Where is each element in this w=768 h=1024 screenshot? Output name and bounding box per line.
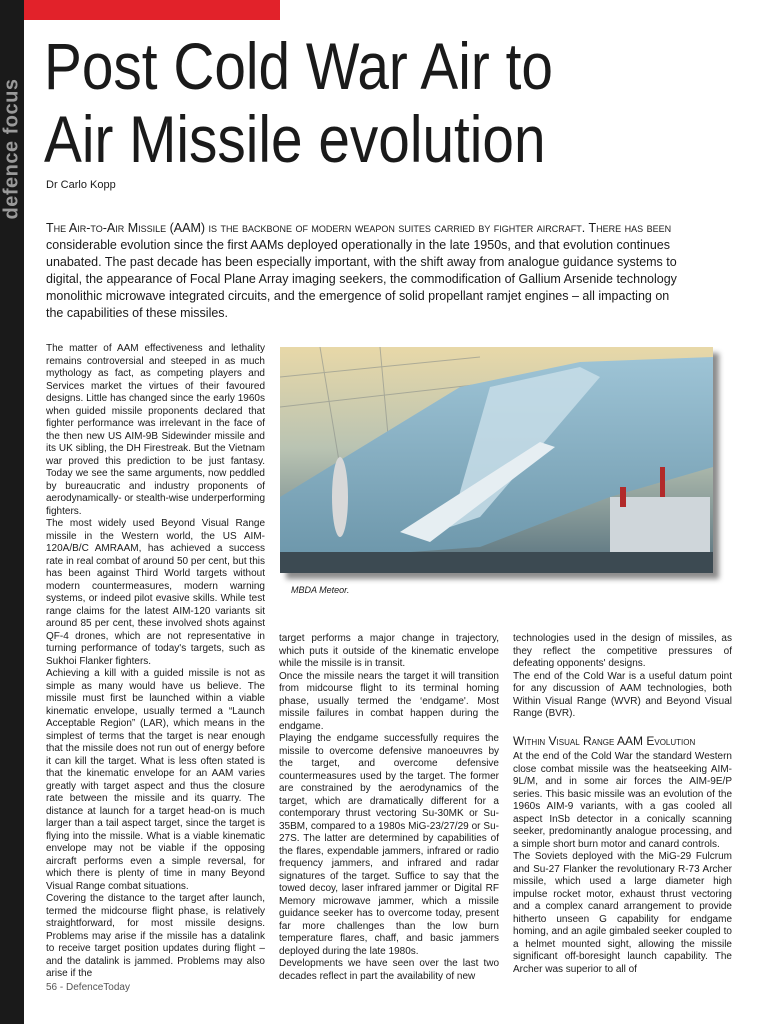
accent-bar <box>24 0 280 20</box>
intro-paragraph <box>46 220 678 322</box>
paragraph: The Soviets deployed with the MiG-29 Fulcrum and Su-27 Flanker the revolutionary R-73 Archer missile, which used a large diameter high impulse rocket motor, exhaust thrust vectoring and a complex canard arrangement to provide hitherto unseen G capability for endgame homing, and an agile gimbaled seeker coupled to a helmet mounted sight, allowing the missile significant off-boresight launch capability. The Archer was superior to all of <box>513 851 732 975</box>
paragraph: The end of the Cold War is a useful datum point for any discussion of AAM technologies, both Within Visual Range (WVR) and Beyond Visual Range (BVR). <box>513 670 732 719</box>
paragraph: The most widely used Beyond Visual Range missile in the Western world, the US AIM-120A/B/C AMRAAM, has achieved a success rate in real combat of around 50 per cent, but this has been against Third World targets without modern countermeasures, modern warning systems, or indeed pilot evasive skills. While test range claims for the latest AIM-120 variants sit around 85 per cent, these involved shots against QF-4 drones, which are not representative in turning performance of today's targets, such as Sukhoi Flanker fighters. <box>46 518 265 667</box>
page-title <box>44 30 646 176</box>
section-label: defence focus <box>0 78 23 220</box>
photo-illustration <box>280 347 713 573</box>
article-column-3 <box>513 633 732 973</box>
intro-lead: The Air-to-Air Missile (AAM) is the backbone of modern weapon suites carried by fighter aircraft. There has been <box>46 221 672 235</box>
article-column-1 <box>46 343 265 979</box>
paragraph: target performs a major change in trajectory, which puts it outside of the kinematic envelope while the missile is in transit. <box>279 633 499 669</box>
paragraph: Developments we have seen over the last two decades reflect in part the availability of new <box>279 958 499 982</box>
paragraph: Playing the endgame successfully requires the missile to overcome defensive manoeuvres by the target, and overcome defensive countermeasures used by the target. The former are constrained by the aerodynamics of the target, which are dramatically different for a contemporary thrust vectoring Su-30MK or Su-35BM, compared to a 1980s MiG-23/27/29 or Su-27S. The latter are determined by capabilities of the flares, expendable jammers, infrared or radio frequency jammers, and infrared and radar signatures of the target. Suffice to say that the towed decoy, laser infrared jammer or Digital RF Memory microwave jammer, which a missile guidance seeker has to overcome today, present far more challenges than the low burn temperature flares, chaff, and basic jammers deployed during the late 1980s. <box>279 733 499 957</box>
paragraph: Covering the distance to the target after launch, termed the midcourse flight phase, is relatively straightforward, for most missile designs. Problems may arise if the missile has a datalink to receive target position updates during flight – and the datalink is jammed. Problems may also arise if the <box>46 893 265 979</box>
section-subheading: Within Visual Range AAM Evolution <box>513 733 696 748</box>
sidebar-strip <box>0 0 24 1024</box>
paragraph: The matter of AAM effectiveness and lethality remains controversial and steeped in as much mythology as fact, as competing players and Services market the virtues of their favoured designs. Little has changed since the early 1960s when guided missile proponents declared that fighter performance was irrelevant in the face of the then new US AIM-9B Sidewinder missile and its UK sibling, the DH Firestreak. But the Vietnam war proved this prediction to be just fantasy. Today we see the same arguments, now peddled by bureaucratic and industry proponents of aerodynamically- or stealth-wise underperforming fighters. <box>46 343 265 517</box>
intro-body: considerable evolution since the first AAMs deployed operationally in the late 1950s, and that evolution continues unabated. The past decade has been especially important, with the shift away from analogue guidance systems to digital, the appearance of Focal Plane Array imaging seekers, the commodification of Gallium Arsenide technology monolithic microwave integrated circuits, and the emergence of solid propellant ramjet engines – all impacting on the capabilities of these missiles. <box>46 238 677 320</box>
paragraph: Achieving a kill with a guided missile is not as simple as many would have us believe. The missile must first be launched within a viable kinematic envelope, usually termed a “Launch Acceptable Region” (LAR), which means in the simplest of terms that the target is near enough that the missile does not run out of energy before it can kill the target. What is less often stated is that the kinematic envelope for an AAM varies greatly with target aspect and thus the closure rate between the missile and its quarry. The distance at launch for a target head-on is much larger than a tail aspect target, since the target is flying into the missile. What is a viable kinematic envelope may not be viable if the opposing aircraft performs even a simple reversal, for which there is plenty of time in many Beyond Visual Range combat situations. <box>46 668 265 892</box>
photo-caption: MBDA Meteor. <box>291 585 350 595</box>
article-column-2 <box>279 633 499 982</box>
title-line-2: Air Missile evolution <box>44 102 546 176</box>
title-line-1: Post Cold War Air to <box>44 29 553 103</box>
page-footer: 56 - DefenceToday <box>46 982 130 993</box>
paragraph: At the end of the Cold War the standard Western close combat missile was the heatseeking AIM-9L/M, and in some air forces the AIM-9E/P series. This basic missile was an evolution of the 1960s AIM-9 variants, with a gas cooled all aspect InSb detector in a conically scanning seeker, predominantly analogue processing, and a simple short burn motor and canard controls. <box>513 751 732 850</box>
meteor-photo <box>280 347 713 573</box>
author-byline: Dr Carlo Kopp <box>46 179 116 191</box>
paragraph: Once the missile nears the target it will transition from midcourse flight to its terminal homing phase, usually termed the ‘endgame'. Most missile failures in combat happen during the endgame. <box>279 670 499 732</box>
paragraph: technologies used in the design of missiles, as they reflect the competitive pressures of defeating opponents' designs. <box>513 633 732 669</box>
